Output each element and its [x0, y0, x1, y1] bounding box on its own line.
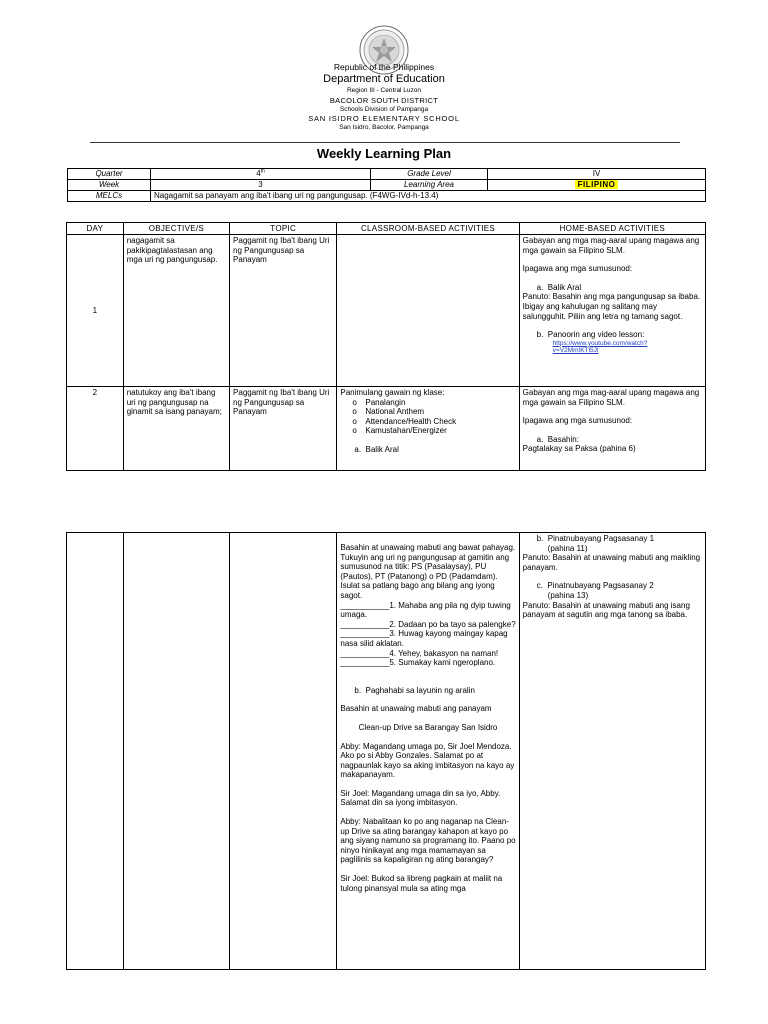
home-item-b-page: (pahina 11) [547, 543, 588, 553]
classroom-cell [337, 235, 519, 387]
objective-cell [123, 533, 229, 970]
home-panuto-b: Panuto: Basahin at unawaing mabuti ang maikling panayam. [522, 553, 701, 572]
plan-table-header [67, 223, 706, 235]
header-topic: TOPIC [230, 223, 337, 235]
learning-area-label: Learning Area [371, 180, 488, 191]
header-address: San Isidro, Bacolor, Pampanga [339, 124, 429, 131]
header-objectives: OBJECTIVE/S [123, 223, 229, 235]
week-value: 3 [151, 180, 371, 191]
quarter-label: Quarter [68, 169, 151, 180]
video-link[interactable] [523, 340, 702, 355]
video-link-part-2[interactable]: v=V2MmIKTl5JI [552, 347, 599, 355]
list-item: o Kamustahan/Energizer [352, 426, 447, 436]
topic-cell: Paggamit ng Iba't ibang Uri ng Pangungusap sa Panayam [230, 235, 337, 387]
info-table [67, 168, 706, 202]
home-panuto-c: Panuto: Basahin at unawaing mabuti ang isang panayam at sagutin ang mga tanong sa ibaba. [522, 600, 690, 620]
list-item: o National Anthem [352, 407, 425, 417]
header-day: DAY [67, 223, 124, 235]
classroom-item-b: b. Paghahabi sa layunin ng aralin [354, 685, 475, 695]
classroom-bullets [340, 398, 515, 436]
table-row [67, 533, 706, 970]
learning-area-value: FILIPINO [575, 180, 619, 189]
home-instruction: Ipagawa ang mga sumusunod: [522, 264, 633, 274]
day-cell: 1 [67, 235, 124, 387]
quarter-value [151, 169, 371, 180]
melcs-label: MELCs [68, 191, 151, 202]
exercise-item: ___________2. Dadaan po ba tayo sa palengke? [340, 619, 516, 629]
read-instruction: Basahin at unawaing mabuti ang panayam [340, 704, 492, 714]
quarter-number: 4 [256, 169, 261, 178]
home-item-c: c. Pinatnubayang Pagsasanay 2 [536, 581, 654, 591]
home-item-a-detail: Pagtalakay sa Paksa (pahina 6) [522, 444, 636, 454]
list-item: o Attendance/Health Check [352, 416, 457, 426]
objective-cell: nagagamit sa pakikipagtalastasan ang mga uri ng pangungusap. [123, 235, 229, 387]
grade-level-value: IV [488, 169, 706, 180]
list-item: o Panalangin [352, 397, 406, 407]
home-instruction: Ipagawa ang mga sumusunod: [522, 416, 633, 426]
page-title: Weekly Learning Plan [316, 146, 452, 161]
home-cell [519, 533, 705, 970]
week-label: Week [68, 180, 151, 191]
home-cell [519, 387, 705, 471]
header-home: HOME-BASED ACTIVITIES [519, 223, 705, 235]
home-item-b-marker: b. [536, 330, 544, 340]
exercise-item: ___________1. Mahaba ang pila ng dyip tuwing umaga. [340, 600, 511, 620]
home-item-a: a. Basahin: [536, 434, 579, 444]
home-item-c-page: (pahina 13) [547, 590, 589, 600]
home-panuto: Panuto: Basahin ang mga pangungusap sa ibaba. Ibigay ang kahulugan ng salitang may salungguhit. Piliin ang letra ng tamang sagot. [522, 292, 701, 321]
day-cell [67, 533, 124, 970]
classroom-intro: Panimulang gawain ng klase: [340, 388, 445, 397]
classroom-cell [337, 533, 519, 970]
home-item-a-label: Balik Aral [547, 282, 582, 292]
topic-cell [230, 533, 337, 970]
header-region: Region III - Central Luzon [346, 87, 422, 94]
header-divider [90, 142, 680, 143]
melcs-value: Nagagamit sa panayam ang iba't ibang uri ng pangungusap. (F4WG-IVd-h-13.4) [151, 191, 706, 202]
table-row [67, 387, 706, 471]
dialogue-line: Sir Joel: Bukod sa libreng pagkain at maliit na tulong pinansyal mula sa ating mga [340, 874, 503, 893]
exercise-item: ___________4. Yehey, bakasyon na naman! [340, 648, 499, 658]
home-cell [519, 235, 705, 387]
dialogue-line: Sir Joel: Magandang umaga din sa iyo, Abby. Salamat din sa iyong imbitasyon. [340, 788, 501, 808]
plan-table [66, 222, 706, 471]
header-district: BACOLOR SOUTH DISTRICT [329, 96, 439, 105]
dialogue-line: Abby: Magandang umaga po, Sir Joel Mendoza. Ako po si Abby Gonzales. Salamat po at nagpaunlak kayo sa aking imbitasyon na kayo ay makapanayam. [340, 741, 515, 780]
home-item-a [523, 283, 702, 293]
dialogue-line: Abby: Nabalitaan ko po ang naganap na Clean-up Drive sa ating barangay kahapon at kayo po ang siyang namuno sa programang ito. Paano po ninyo hinikayat ang mga mamamayan sa paglilinis sa kapaligiran ng ating barangay? [340, 817, 516, 865]
header-classroom: CLASSROOM-BASED ACTIVITIES [337, 223, 519, 235]
topic-cell: Paggamit ng Iba't ibang Uri ng Pangungusap sa Panayam [230, 387, 337, 471]
classroom-item-a: a. Balik Aral [354, 444, 399, 454]
home-intro: Gabayan ang mga mag-aaral upang magawa ang mga gawain sa Filipino SLM. [522, 236, 700, 255]
classroom-directions: Basahin at unawaing mabuti ang bawat pahayag. Tukuyin ang uri ng pangungusap at gamitin ang sumusunod na titik: PS (Pasalaysay), PU (Pautos), PT (Patanong) o PD (Padamdam). Isulat sa patlang bago ang bilang ang iyong sagot. [340, 543, 516, 600]
grade-level-label: Grade Level [371, 169, 488, 180]
quarter-suffix: th [260, 168, 265, 175]
classroom-cell [337, 387, 519, 471]
objective-cell: natutukoy ang iba't ibang uri ng pangungusap na ginamit sa isang panayam; [123, 387, 229, 471]
header-republic: Republic of the Philippines [333, 62, 435, 72]
header-school: SAN ISIDRO ELEMENTARY SCHOOL [308, 114, 460, 123]
table-row [67, 235, 706, 387]
home-item-b-label: Panoorin ang video lesson: [547, 330, 645, 340]
day-cell: 2 [67, 387, 124, 471]
exercise-item: ___________3. Huwag kayong maingay kapag nasa silid aklatan. [340, 629, 508, 648]
header-department: Department of Education [323, 73, 445, 85]
story-title: Clean-up Drive sa Barangay San Isidro [358, 722, 498, 732]
exercise-item: ___________5. Sumakay kami ngeroplano. [340, 658, 496, 668]
home-item-b [523, 330, 702, 340]
header-division: Schools Division of Pampanga [339, 106, 429, 113]
video-link-part-1[interactable]: https://www.youtube.com/watch? [552, 339, 648, 347]
home-intro: Gabayan ang mga mag-aaral upang magawa ang mga gawain sa Filipino SLM. [522, 388, 700, 407]
home-item-b: b. Pinatnubayang Pagsasanay 1 [536, 534, 655, 543]
learning-area-cell [488, 180, 706, 191]
plan-table-continuation [66, 532, 706, 970]
home-item-a-marker: a. [536, 282, 544, 292]
